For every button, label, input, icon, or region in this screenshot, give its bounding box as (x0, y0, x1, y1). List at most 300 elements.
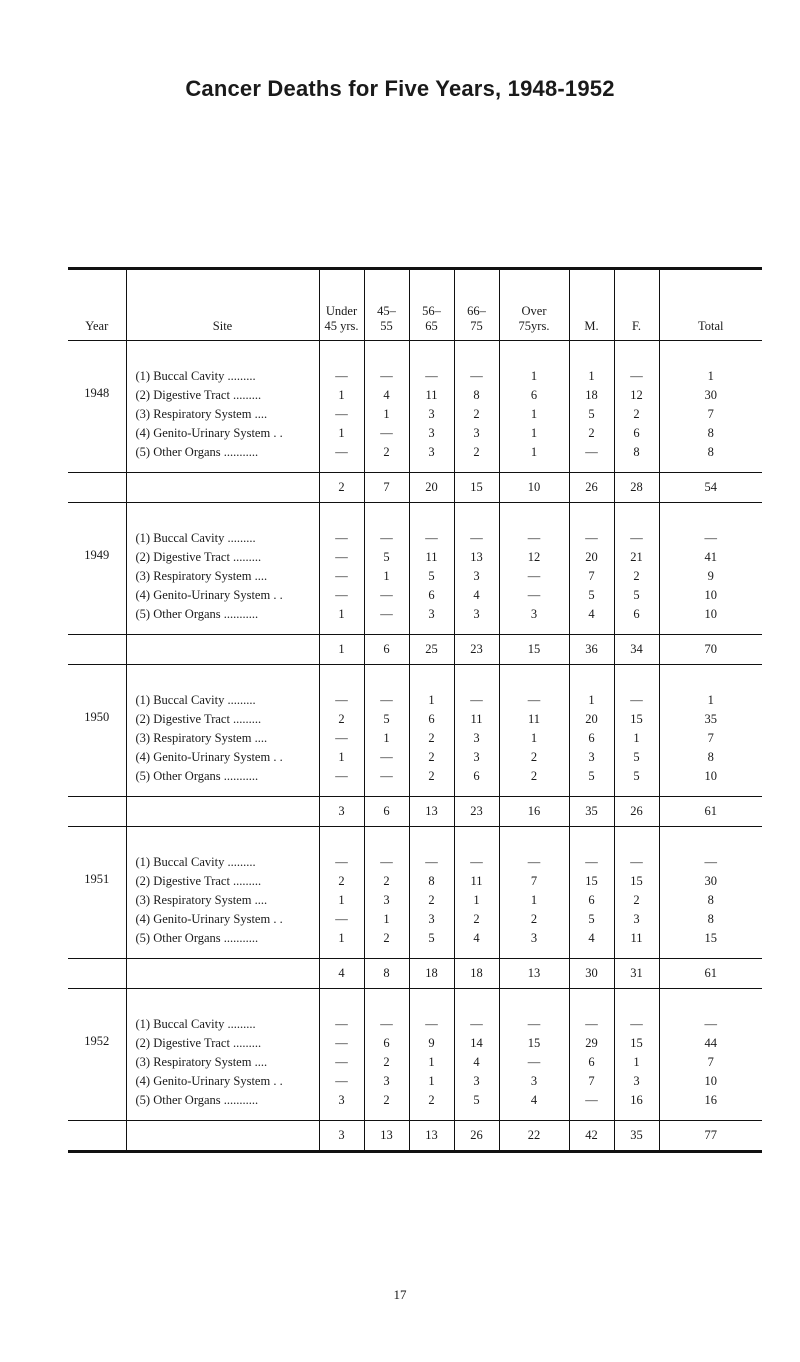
value: — (380, 1017, 393, 1031)
value: 11 (630, 931, 643, 945)
value: 3 (428, 607, 435, 621)
empty-cell (68, 959, 126, 989)
value: — (630, 369, 643, 383)
site-label: (3) Respiratory System .... (135, 893, 268, 907)
value: 7 (707, 731, 714, 745)
value: 1 (633, 731, 640, 745)
value: 2 (428, 1093, 435, 1107)
value: 3 (633, 1074, 640, 1088)
value: 2 (473, 912, 480, 926)
site-label: (4) Genito-Urinary System . . (135, 426, 283, 440)
value: 3 (383, 893, 390, 907)
value: 2 (428, 731, 435, 745)
value: — (335, 693, 348, 707)
value: 1 (530, 407, 538, 421)
table-header-row (68, 269, 762, 341)
value: 1 (633, 1055, 640, 1069)
year-block-row (68, 665, 762, 797)
site-cell (126, 341, 319, 473)
value-cell-total (659, 827, 762, 959)
site-label: (4) Genito-Urinary System . . (135, 1074, 283, 1088)
totals-row (68, 473, 762, 503)
value: — (335, 445, 348, 459)
year-block-row (68, 341, 762, 473)
value: 8 (707, 893, 714, 907)
total-cell-total: 61 (659, 959, 762, 989)
site-cell (126, 503, 319, 635)
value: 11 (425, 388, 438, 402)
header-45-55: 45– 55 (364, 269, 409, 341)
value: — (425, 1017, 438, 1031)
value: 15 (630, 712, 643, 726)
value-cell-over-75 (499, 989, 569, 1121)
value-cell-45-55 (364, 503, 409, 635)
value-cell-under-45 (319, 827, 364, 959)
total-cell-56-65: 18 (409, 959, 454, 989)
value: 3 (633, 912, 640, 926)
cancer-deaths-table (68, 267, 762, 1153)
value: 12 (527, 550, 541, 564)
value: 1 (588, 369, 595, 383)
value-cell-66-75 (454, 989, 499, 1121)
value-cell-male (569, 989, 614, 1121)
value: 10 (704, 769, 717, 783)
value: — (585, 445, 598, 459)
site-label: (4) Genito-Urinary System . . (135, 588, 283, 602)
value-cell-under-45 (319, 341, 364, 473)
value: — (527, 1055, 541, 1069)
total-cell-male: 35 (569, 797, 614, 827)
value: 2 (383, 1055, 390, 1069)
total-cell-over-75: 13 (499, 959, 569, 989)
value: 3 (338, 1093, 345, 1107)
value: 4 (588, 607, 595, 621)
header-56-65: 56– 65 (409, 269, 454, 341)
total-cell-male: 30 (569, 959, 614, 989)
value: 6 (588, 731, 595, 745)
value: 2 (473, 445, 480, 459)
value: 3 (428, 426, 435, 440)
value: 15 (585, 874, 598, 888)
value: — (425, 855, 438, 869)
empty-cell (126, 797, 319, 827)
site-label: (5) Other Organs ........... (135, 445, 259, 459)
value: — (335, 588, 348, 602)
value: 1 (530, 369, 538, 383)
site-label: (3) Respiratory System .... (135, 569, 268, 583)
value: — (704, 855, 717, 869)
value: 8 (473, 388, 480, 402)
value: 5 (428, 931, 435, 945)
value: — (335, 550, 348, 564)
value: 4 (473, 1055, 480, 1069)
totals-row (68, 1121, 762, 1152)
value: 1 (383, 731, 390, 745)
value: 2 (633, 893, 640, 907)
value: 7 (530, 874, 538, 888)
empty-cell (68, 797, 126, 827)
site-label: (2) Digestive Tract ......... (135, 550, 262, 564)
value: 1 (338, 607, 345, 621)
total-cell-under-45: 3 (319, 1121, 364, 1152)
total-cell-66-75: 26 (454, 1121, 499, 1152)
value: 2 (428, 750, 435, 764)
header-under-45: Under 45 yrs. (319, 269, 364, 341)
value-cell-56-65 (409, 989, 454, 1121)
value: — (527, 1017, 541, 1031)
total-cell-male: 42 (569, 1121, 614, 1152)
value: 1 (338, 426, 345, 440)
value: 30 (704, 874, 717, 888)
value: 4 (588, 931, 595, 945)
total-cell-total: 77 (659, 1121, 762, 1152)
total-cell-45-55: 7 (364, 473, 409, 503)
value-cell-45-55 (364, 989, 409, 1121)
value-cell-over-75 (499, 341, 569, 473)
value: 7 (707, 1055, 714, 1069)
value: 30 (704, 388, 717, 402)
value: 1 (588, 693, 595, 707)
value: 5 (588, 407, 595, 421)
value-cell-66-75 (454, 665, 499, 797)
site-label: (1) Buccal Cavity ......... (135, 855, 256, 869)
total-cell-66-75: 23 (454, 635, 499, 665)
header-female: F. (614, 269, 659, 341)
year-block-row (68, 503, 762, 635)
value: — (335, 731, 348, 745)
site-label: (4) Genito-Urinary System . . (135, 912, 283, 926)
header-male: M. (569, 269, 614, 341)
value: 5 (383, 712, 390, 726)
value: 15 (527, 1036, 541, 1050)
header-over-75: Over 75yrs. (499, 269, 569, 341)
value: 1 (428, 1055, 435, 1069)
total-cell-female: 31 (614, 959, 659, 989)
value: — (380, 426, 393, 440)
empty-cell (126, 635, 319, 665)
value: 2 (338, 874, 345, 888)
value-cell-45-55 (364, 827, 409, 959)
site-label: (1) Buccal Cavity ......... (135, 369, 256, 383)
value: 2 (530, 769, 538, 783)
value-cell-male (569, 341, 614, 473)
value-cell-total (659, 341, 762, 473)
year-cell: 1952 (84, 1034, 110, 1048)
totals-row (68, 959, 762, 989)
value: — (380, 750, 393, 764)
total-cell-under-45: 2 (319, 473, 364, 503)
value: — (470, 1017, 483, 1031)
value: 1 (383, 407, 390, 421)
value: 2 (428, 893, 435, 907)
value-cell-male (569, 827, 614, 959)
value: — (527, 588, 541, 602)
value: — (470, 855, 483, 869)
value: — (470, 693, 483, 707)
value: — (470, 369, 483, 383)
value: 2 (530, 912, 538, 926)
value: 3 (428, 912, 435, 926)
value: 10 (704, 1074, 717, 1088)
total-cell-66-75: 15 (454, 473, 499, 503)
value: 7 (707, 407, 714, 421)
page-number: 17 (393, 1287, 407, 1302)
value: 6 (428, 588, 435, 602)
value-cell-total (659, 665, 762, 797)
value: — (585, 855, 598, 869)
value: 14 (470, 1036, 483, 1050)
value: 1 (530, 445, 538, 459)
value-cell-male (569, 665, 614, 797)
value: 21 (630, 550, 643, 564)
value: — (630, 531, 643, 545)
value: 5 (588, 912, 595, 926)
value: — (380, 369, 393, 383)
total-cell-56-65: 13 (409, 1121, 454, 1152)
total-cell-45-55: 6 (364, 635, 409, 665)
empty-cell (126, 959, 319, 989)
value: — (630, 1017, 643, 1031)
value: 11 (470, 874, 483, 888)
value: 6 (473, 769, 480, 783)
value-cell-66-75 (454, 503, 499, 635)
empty-cell (68, 1121, 126, 1152)
value: 29 (585, 1036, 598, 1050)
total-cell-under-45: 1 (319, 635, 364, 665)
value-cell-66-75 (454, 341, 499, 473)
value: 3 (473, 426, 480, 440)
value: 7 (588, 569, 595, 583)
site-label: (5) Other Organs ........... (135, 931, 259, 945)
value-cell-under-45 (319, 503, 364, 635)
value: 15 (704, 931, 717, 945)
value-cell-total (659, 503, 762, 635)
site-cell (126, 827, 319, 959)
year-cell: 1951 (84, 872, 110, 886)
header-total: Total (659, 269, 762, 341)
value: 4 (530, 1093, 538, 1107)
value: 7 (588, 1074, 595, 1088)
total-cell-male: 36 (569, 635, 614, 665)
header-year: Year (85, 319, 109, 333)
table-body (68, 341, 762, 1152)
header-66-75: 66– 75 (454, 269, 499, 341)
totals-row (68, 635, 762, 665)
value: 1 (338, 893, 345, 907)
value: 6 (588, 1055, 595, 1069)
value-cell-45-55 (364, 665, 409, 797)
value: — (335, 531, 348, 545)
total-cell-under-45: 3 (319, 797, 364, 827)
value: 20 (585, 550, 598, 564)
site-label: (2) Digestive Tract ......... (135, 1036, 262, 1050)
value: 2 (383, 1093, 390, 1107)
value: — (380, 531, 393, 545)
site-label: (2) Digestive Tract ......... (135, 712, 262, 726)
total-cell-45-55: 8 (364, 959, 409, 989)
value: — (335, 369, 348, 383)
year-cell: 1950 (84, 710, 110, 724)
value: 1 (428, 693, 435, 707)
value: 5 (473, 1093, 480, 1107)
value: — (704, 531, 717, 545)
value: 8 (707, 750, 714, 764)
value: 3 (473, 750, 480, 764)
value: 1 (530, 731, 538, 745)
site-label: (2) Digestive Tract ......... (135, 388, 262, 402)
value: — (380, 588, 393, 602)
value: 8 (707, 445, 714, 459)
total-cell-45-55: 13 (364, 1121, 409, 1152)
value: — (527, 855, 541, 869)
value-cell-under-45 (319, 665, 364, 797)
value: 16 (704, 1093, 717, 1107)
value: 2 (428, 769, 435, 783)
year-block-row (68, 989, 762, 1121)
value: 1 (383, 912, 390, 926)
value: — (335, 407, 348, 421)
value: 13 (470, 550, 483, 564)
value: 35 (704, 712, 717, 726)
value: 5 (383, 550, 390, 564)
value-cell-male (569, 503, 614, 635)
total-cell-female: 35 (614, 1121, 659, 1152)
value: 2 (383, 445, 390, 459)
total-cell-56-65: 20 (409, 473, 454, 503)
value: 15 (630, 1036, 643, 1050)
total-cell-over-75: 16 (499, 797, 569, 827)
value: 2 (633, 407, 640, 421)
value: — (630, 855, 643, 869)
value: — (335, 1055, 348, 1069)
value: — (380, 769, 393, 783)
header-site: Site (126, 269, 319, 341)
total-cell-total: 70 (659, 635, 762, 665)
value: — (335, 1074, 348, 1088)
value: 41 (704, 550, 717, 564)
value: 1 (383, 569, 390, 583)
value: 2 (383, 874, 390, 888)
value: 2 (473, 407, 480, 421)
site-label: (5) Other Organs ........... (135, 769, 259, 783)
value: — (585, 531, 598, 545)
total-cell-over-75: 10 (499, 473, 569, 503)
site-label: (3) Respiratory System .... (135, 1055, 268, 1069)
value-cell-56-65 (409, 827, 454, 959)
value: — (470, 531, 483, 545)
value: 20 (585, 712, 598, 726)
value: 3 (428, 445, 435, 459)
value: 44 (704, 1036, 717, 1050)
value: 5 (633, 750, 640, 764)
value: — (527, 531, 541, 545)
site-label: (1) Buccal Cavity ......... (135, 693, 256, 707)
value-cell-over-75 (499, 503, 569, 635)
total-cell-56-65: 25 (409, 635, 454, 665)
total-cell-56-65: 13 (409, 797, 454, 827)
value-cell-over-75 (499, 827, 569, 959)
value: 3 (473, 731, 480, 745)
value: 3 (530, 931, 538, 945)
value: 10 (704, 588, 717, 602)
total-cell-66-75: 18 (454, 959, 499, 989)
value: 4 (383, 388, 390, 402)
value: — (335, 855, 348, 869)
value: 1 (338, 931, 345, 945)
total-cell-total: 54 (659, 473, 762, 503)
value: 3 (428, 407, 435, 421)
site-label: (2) Digestive Tract ......... (135, 874, 262, 888)
value: 3 (530, 1074, 538, 1088)
site-label: (1) Buccal Cavity ......... (135, 1017, 256, 1031)
value: 10 (704, 607, 717, 621)
value-cell-45-55 (364, 341, 409, 473)
value: — (335, 569, 348, 583)
page-title: Cancer Deaths for Five Years, 1948-1952 (185, 76, 615, 101)
value: 3 (473, 607, 480, 621)
value: 8 (707, 912, 714, 926)
value: 2 (383, 931, 390, 945)
value-cell-female (614, 503, 659, 635)
value: 8 (428, 874, 435, 888)
value-cell-56-65 (409, 503, 454, 635)
value: 9 (428, 1036, 435, 1050)
value: 2 (588, 426, 595, 440)
total-cell-female: 28 (614, 473, 659, 503)
value: 6 (383, 1036, 390, 1050)
value: — (585, 1017, 598, 1031)
total-cell-66-75: 23 (454, 797, 499, 827)
value: 5 (633, 588, 640, 602)
empty-cell (126, 473, 319, 503)
value: 1 (473, 893, 480, 907)
empty-cell (68, 473, 126, 503)
value-cell-under-45 (319, 989, 364, 1121)
value: 3 (473, 569, 480, 583)
value: 18 (585, 388, 598, 402)
value: 12 (630, 388, 643, 402)
value-cell-total (659, 989, 762, 1121)
value: 6 (530, 388, 538, 402)
total-cell-female: 26 (614, 797, 659, 827)
value-cell-female (614, 341, 659, 473)
value: 1 (707, 369, 714, 383)
value-cell-66-75 (454, 827, 499, 959)
year-cell: 1949 (84, 548, 110, 562)
value: 1 (338, 388, 345, 402)
site-label: (1) Buccal Cavity ......... (135, 531, 256, 545)
value: 1 (530, 893, 538, 907)
value: 11 (470, 712, 483, 726)
value: — (380, 693, 393, 707)
value-cell-56-65 (409, 665, 454, 797)
value: 8 (707, 426, 714, 440)
total-cell-male: 26 (569, 473, 614, 503)
value: 9 (707, 569, 714, 583)
value: 4 (473, 931, 480, 945)
year-cell: 1948 (84, 386, 110, 400)
value: 2 (530, 750, 538, 764)
totals-row (68, 797, 762, 827)
site-label: (5) Other Organs ........... (135, 607, 259, 621)
value-cell-over-75 (499, 665, 569, 797)
value: 5 (428, 569, 435, 583)
site-label: (3) Respiratory System .... (135, 731, 268, 745)
value: 3 (383, 1074, 390, 1088)
empty-cell (68, 635, 126, 665)
empty-cell (126, 1121, 319, 1152)
value: 3 (530, 607, 538, 621)
